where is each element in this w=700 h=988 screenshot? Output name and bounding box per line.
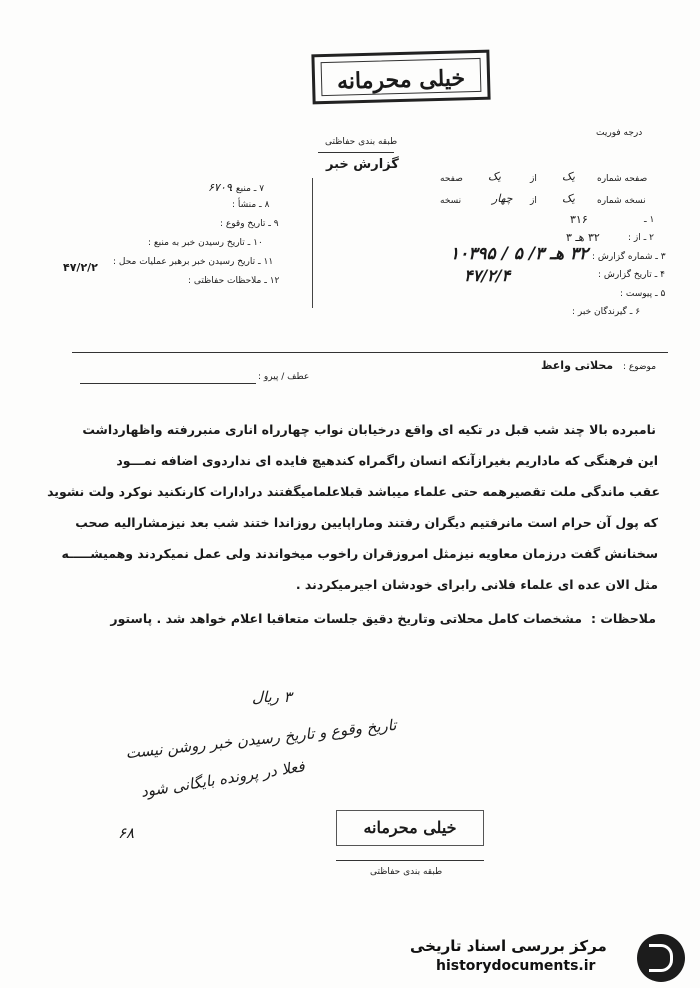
field-from-value: ۳۲ هـ ۳ — [566, 231, 600, 244]
field-operation-received-value: ۴۷/۲/۲ — [63, 261, 98, 274]
field-to-label: ۱ ـ — [644, 215, 655, 225]
field-source-label: ۷ ـ منبع : — [230, 184, 265, 194]
field-from-label: ۲ ـ از : — [628, 233, 654, 243]
field-report-number-label: ۳ ـ شماره گزارش : — [592, 252, 666, 262]
field-source-received-label: ۱۰ ـ تاریخ رسیدن خبر به منبع : — [148, 238, 263, 248]
handwritten-note-4: ۶۸ — [118, 824, 135, 842]
field-recipients-label: ۶ ـ گیرندگان خبر : — [572, 307, 641, 317]
handwritten-note-3: فعلا در پرونده بایگانی شود — [139, 757, 306, 801]
field-occurrence-date-label: ۹ ـ تاریخ وقوع : — [220, 219, 279, 229]
classification-stamp — [311, 50, 490, 105]
reference-label: عطف / پیرو : — [258, 372, 310, 382]
field-page-label: صفحه شماره — [597, 174, 648, 184]
field-copy-label: نسخه شماره — [597, 196, 646, 206]
field-to-value: ۳۱۶ — [570, 213, 588, 226]
field-copy-of-label: از — [530, 196, 537, 206]
field-report-date-value: ۴۷/۲/۴ — [464, 266, 511, 285]
bottom-classification-label: طبقه بندی حفاظتی — [370, 867, 443, 877]
classification-stamp-text: خیلی محرمانه — [321, 58, 482, 96]
subject-value: محلاتی واعظ — [541, 359, 614, 372]
priority-label: درجه فوریت — [596, 128, 643, 138]
classification-label: طبقه بندی حفاظتی — [325, 137, 398, 147]
body-line-2: این فرهنگی که ماداریم بغیرازآنکه انسان راگمراه کندهیچ فایده ای نداردوی اضافه نمـــود — [116, 453, 658, 468]
field-copy-of-value: چهار — [492, 192, 513, 205]
bottom-classification-stamp — [336, 810, 484, 846]
field-page-of-value: یک — [488, 170, 501, 183]
field-operation-received-label: ۱۱ ـ تاریخ رسیدن خبر برهبر عملیات محل : — [113, 257, 274, 267]
field-report-number-value: ۳۲ هـ ۳/ ۵ / ۱۰۳۹۵ — [450, 244, 589, 264]
field-copy-value: یک — [562, 192, 575, 205]
bottom-stamp-text: خیلی محرمانه — [363, 818, 457, 837]
handwritten-note-2: تاریخ وقوع و تاریخ رسیدن خبر روشن نیست — [124, 715, 398, 763]
body-line-3: عقب ماندگی ملت تقصیرهمه حتی علماء میباشد قبلاعلمامیگفتند درادارات کارنکنید نوکرد ولت نشوید — [47, 484, 660, 499]
field-attachment-label: ۵ ـ پیوست : — [620, 289, 666, 299]
body-line-6: مثل الان عده ای علماء فلانی رابرای خودشان اجیرمیکردند . — [295, 577, 658, 592]
remarks-text: مشخصات کامل محلاتی وتاریخ دقیق جلسات متعاقبا اعلام خواهد شد . پاستور — [110, 611, 582, 626]
report-title: گزارش خبر — [326, 157, 399, 172]
body-line-5: سخنانش گفت درزمان معاویه نیزمثل امروزقران راخوب میخواندند ولی عمل نمیکردند وهمیشـــــه — [61, 546, 658, 561]
watermark-url: historydocuments.ir — [436, 958, 596, 974]
field-page-value: یک — [562, 170, 575, 183]
field-origin-label: ۸ ـ منشأ : — [232, 200, 270, 210]
handwritten-note-1: ۳ ریال — [252, 688, 292, 706]
field-page-unit: صفحه — [440, 174, 463, 184]
watermark-name: مرکز بررسی اسناد تاریخی — [410, 937, 607, 955]
subject-label: موضوع : — [623, 362, 657, 372]
remarks-label: ملاحظات : — [590, 611, 656, 626]
book-icon — [649, 944, 673, 972]
field-page-of-label: از — [530, 174, 537, 184]
field-copy-unit: نسخه — [440, 196, 462, 206]
body-line-4: که پول آن حرام است مانرفتیم دیگران رفتند وماراپایین روزاندا ختند شب بعد نیزمشاراليه صحب — [75, 515, 658, 530]
field-security-notes-label: ۱۲ ـ ملاحظات حفاظتی : — [188, 276, 280, 286]
body-line-1: نامبرده بالا چند شب قبل در تکیه ای واقع درخیابان نواب چهارراه اناری منبررفته واظهارداشت — [82, 422, 656, 437]
field-report-date-label: ۴ ـ تاریخ گزارش : — [598, 270, 665, 280]
field-source-value: ۶۷۰۹ — [208, 181, 232, 194]
